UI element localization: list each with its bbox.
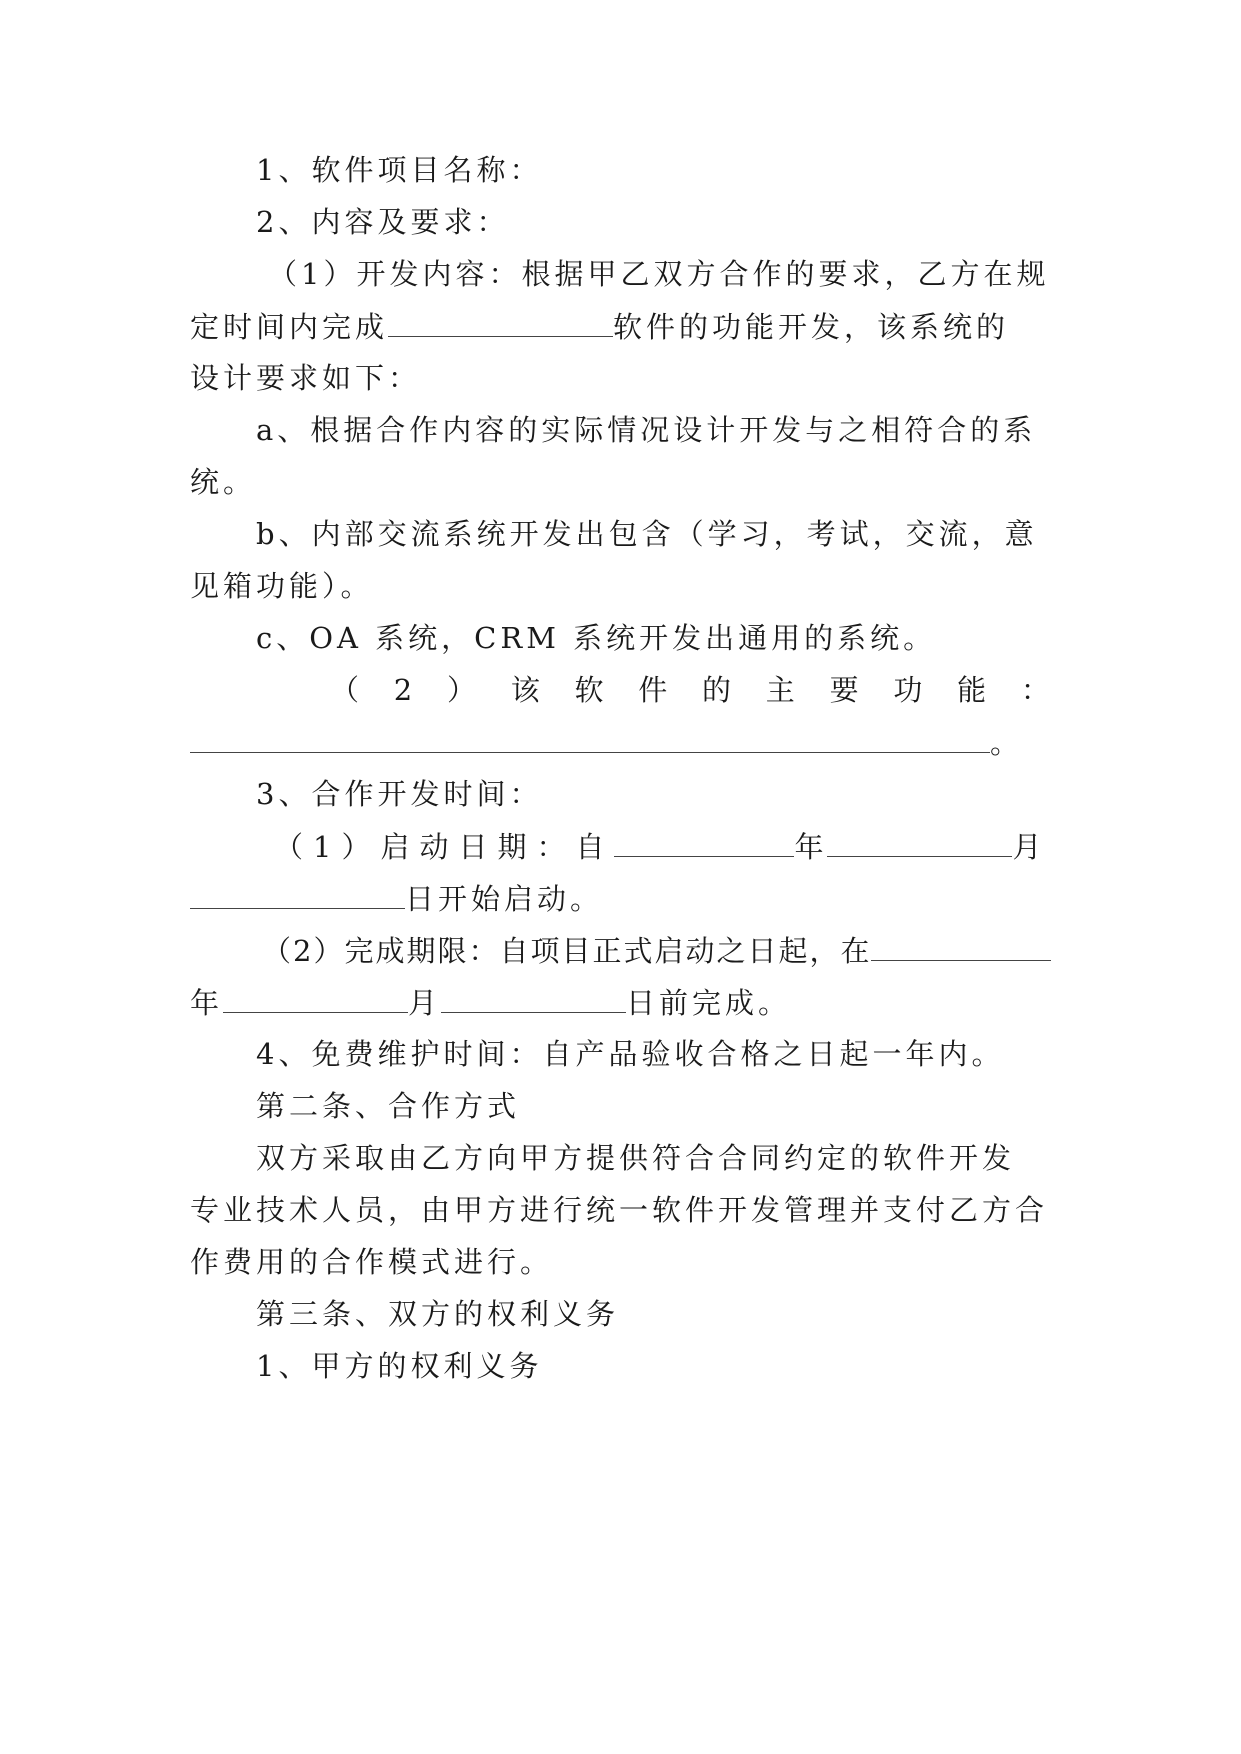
deadline-month-blank[interactable]	[223, 982, 408, 1013]
deadline-label: （2）完成期限：自项目正式启动之日起，在	[262, 934, 872, 968]
month-label: 月	[1012, 830, 1046, 864]
deadline-day-blank[interactable]	[441, 982, 626, 1013]
start-day-blank[interactable]	[190, 878, 405, 909]
requirement-c: c、OA 系统，CRM 系统开发出通用的系统。	[256, 621, 937, 655]
dev-content-line-3: 设计要求如下：	[190, 361, 422, 395]
main-functions-char: 能	[957, 673, 987, 707]
deadline-end: 日前完成。	[626, 986, 792, 1020]
article-3-heading: 第三条、双方的权利义务	[256, 1297, 620, 1331]
item-dev-time: 3、合作开发时间：	[256, 777, 543, 811]
item-project-name: 1、软件项目名称：	[256, 153, 543, 187]
article-2-heading: 第二条、合作方式	[256, 1089, 521, 1123]
main-functions-char: ）	[446, 673, 476, 707]
main-functions-char: 软	[574, 673, 604, 707]
dev-content-text-a: 定时间内完成	[190, 310, 389, 344]
start-date-end: 日开始启动。	[405, 882, 604, 916]
article-2-para-line-2: 专业技术人员，由甲方进行统一软件开发管理并支付乙方合	[190, 1193, 1049, 1227]
main-functions-char: 2	[393, 673, 413, 707]
main-functions-line	[190, 670, 1050, 710]
article-2-para-line-1: 双方采取由乙方向甲方提供符合合同约定的软件开发	[256, 1141, 1016, 1175]
dev-content-line-2	[190, 306, 1009, 346]
main-functions-char: 要	[829, 673, 859, 707]
start-month-blank[interactable]	[827, 826, 1012, 857]
year-label: 年	[794, 830, 828, 864]
main-functions-char: 件	[638, 673, 668, 707]
start-date-label: （1）启动日期：自	[274, 830, 615, 864]
dev-content-text-b: 软件的功能开发，该系统的	[613, 310, 1010, 344]
party-a-rights-heading: 1、甲方的权利义务	[256, 1349, 543, 1383]
main-functions-end: 。	[990, 726, 1024, 760]
main-functions-char: 的	[702, 673, 732, 707]
article-2-para-line-3: 作费用的合作模式进行。	[190, 1245, 554, 1279]
item-content-requirements: 2、内容及要求：	[256, 205, 510, 239]
main-functions-blank-line	[190, 722, 1023, 762]
item-free-maintenance: 4、免费维护时间：自产品验收合格之日起一年内。	[256, 1037, 1005, 1071]
requirement-b-line-2: 见箱功能）。	[190, 569, 374, 603]
requirement-b-line-1: b、内部交流系统开发出包含（学习，考试，交流，意	[256, 517, 1038, 551]
main-functions-blank[interactable]	[190, 722, 990, 753]
deadline-year-blank[interactable]	[871, 930, 1051, 961]
main-functions-char: 主	[765, 673, 795, 707]
requirement-a-line-1: a、根据合作内容的实际情况设计开发与之相符合的系	[256, 413, 1037, 447]
main-functions-char: 功	[893, 673, 923, 707]
software-name-blank[interactable]	[388, 306, 613, 337]
main-functions-char: ：	[1020, 673, 1050, 707]
start-date-line-1	[274, 826, 1045, 866]
deadline-line-2	[190, 982, 791, 1022]
main-functions-char: 该	[510, 673, 540, 707]
start-year-blank[interactable]	[614, 826, 794, 857]
main-functions-char: （	[330, 673, 360, 707]
start-date-line-2	[190, 878, 603, 918]
deadline-line-1	[262, 930, 1051, 970]
deadline-month-label: 月	[408, 986, 442, 1020]
dev-content-line-1: （1）开发内容：根据甲乙双方合作的要求，乙方在规	[268, 257, 1050, 291]
deadline-year-label: 年	[190, 986, 224, 1020]
requirement-a-line-2: 统。	[190, 465, 257, 499]
